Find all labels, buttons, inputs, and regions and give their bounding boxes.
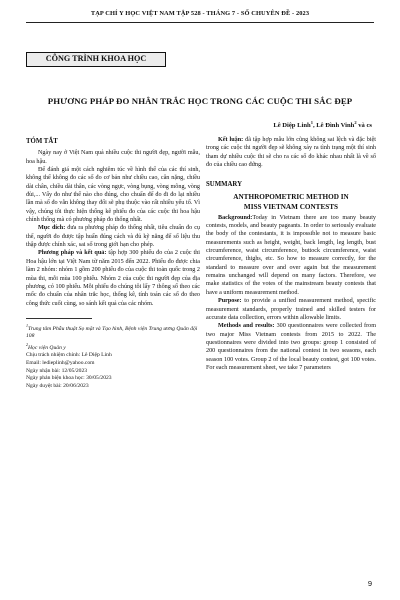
footnote-mark: 2: [26, 341, 28, 347]
summary-purpose: [206, 297, 376, 322]
footnote-text: Học viện Quân y: [28, 344, 66, 351]
footnote-text: Trung tâm Phẫu thuật Sọ mặt và Tạo hình, Bệnh viện Trung ương Quân đội 108: [26, 325, 198, 340]
author-affiliation-mark: 1: [310, 120, 313, 125]
summary-heading: SUMMARY: [206, 181, 243, 189]
abstract-intro: Ngày nay ở Việt Nam quả nhiều cuộc thi người đẹp, người mẫu, hoa hậu.: [26, 150, 200, 165]
background-label: Background:: [218, 214, 253, 221]
footnote-affiliation-1: [26, 322, 200, 341]
journal-header: TẠP CHÍ Y HỌC VIỆT NAM TẬP 528 - THÁNG 7 - SỐ CHUYÊN ĐỀ - 2023: [90, 10, 310, 17]
abstract-heading: TÓM TẮT: [26, 138, 58, 145]
background-text: Today in Vietnam there are too many beauty contests, models, and beauty pageants. In order to seriously evaluate the body of the contestants, it is impossible not to measure basic measurements such as height, weight, back length, leg length, bust circumference, waist circumference, buttock circumference, waist circumference, thighs, etc. So how to measure correctly, for the standard to measure over and over again but the measurement remains unchanged will depend on many factors. Therefore, we make statistics of the votes of the mainstream beauty contests that have a uniform measurement method.: [206, 214, 376, 296]
corresponding-author: Chịu trách nhiệm chính: Lê Diệp Linh: [26, 352, 112, 359]
footnote-affiliation-2: [26, 341, 200, 352]
header-rule: [26, 22, 374, 23]
abstract-conclusion: [206, 136, 376, 169]
purpose-text: to provide a unified measurement method, specific measurement standards, properly trained and skilled testers for accurate data collection, errors within allowable limits.: [206, 298, 376, 321]
abstract-objective: [26, 224, 200, 249]
summary-background: [206, 214, 376, 297]
purpose-label: Purpose:: [218, 298, 242, 305]
left-column: [26, 136, 200, 390]
footnote-rule: [26, 318, 92, 319]
english-title-line-1: ANTHROPOMETRIC METHOD IN: [233, 192, 349, 201]
conclusion-label: Kết luận:: [218, 137, 244, 143]
corresponding-email: Email: ledieplinh@yahoo.com: [26, 359, 95, 366]
summary-methods: [206, 322, 376, 372]
section-label: CÔNG TRÌNH KHOA HỌC: [26, 52, 166, 67]
author-name: Lê Diệp Linh: [273, 122, 311, 130]
conclusion-text: đã tập hợp mẫu lớn cũng không sai lệch và đặc biệt trong các cuộc thi người đẹp sẽ không xảy ra tình trạng một thí sinh tham dự nhiều cuộc thi sẽ cho ra các số đo khác nhau nhất là về số đo của chiều cao đứng.: [206, 137, 376, 169]
author-affiliation-mark: 2: [354, 120, 357, 125]
page-number: 9: [367, 579, 372, 588]
objective-text: đưa ra phương pháp đo thống nhất, tiêu chuẩn đo cụ thể, người đo được tập huấn đúng cách và đủ kỹ năng để số liệu thu thập được chính xác, sai số trong giới hạn cho phép.: [26, 225, 200, 249]
author-line: [273, 120, 372, 129]
abstract-paragraph: Để đánh giá một cách nghiêm túc về hình thể của các thí sinh, không thể không đo các số đo cơ bản như chiều cao, cân nặng, chiều dài chân, chiều dài thân, các vòng ngực, vòng bụng, vòng mông, vòng đùi,... Vấy đo như thế nào cho đúng, cho chuẩn để đo đi đo lại nhiều lần mà số đo vẫn không thay đổi sẽ phụ thuộc vào rất nhiều yếu tố. Vì vậy, chúng tôi thực hiện thống kê phiếu đo của các cuộc thi hoa hậu chính thống mà có phương pháp đo thống nhất.: [26, 167, 200, 224]
methods-label: Phương pháp và kết quả:: [38, 250, 107, 257]
english-title-line-2: MISS VIETNAM CONTESTS: [243, 203, 339, 212]
article-title: PHƯƠNG PHÁP ĐO NHÂN TRẮC HỌC TRONG CÁC CUỘC THI SẮC ĐẸP: [47, 96, 353, 106]
review-date: Ngày phản biện khoa học: 30/05/2023: [26, 375, 112, 382]
footnote-mark: 1: [26, 322, 28, 328]
right-column: [206, 136, 376, 372]
en-methods-text: 300 questionnaires were collected from two major Miss Vietnam contests from 2015 to 2022. The questionnaires were divided into two groups: group 1 consisted of 200 questionnaires from the national contest in two seasons, each season 100 votes. Group 2 of the local beauty contest, got 100 votes. For each measurement sheet, we take 7 parameters: [206, 323, 376, 371]
author-name: Lê Đình Vinh: [316, 122, 355, 130]
methods-text: tập hợp 300 phiếu đo của 2 cuộc thi Hoa hậu lớn tại Việt Nam từ năm 2015 đến 2022. Phiếu đo được chia làm 2 nhóm: nhóm 1 gồm 200 phiếu đo của cuộc thi toàn quốc trong 2 mùa thi, mỗi mùa 100 phiếu. Nhóm 2 của cuộc thi người đẹp của địa phương, có 100 phiếu. Mỗi phiếu đo chúng tôi lấy 7 thông số theo các mốc đo chuẩn của nhân trắc học, thống kê, tính toán các số đo theo công thức cuối cùng, so sánh kết quả của các nhóm.: [26, 250, 200, 307]
en-methods-label: Methods and results:: [218, 323, 275, 330]
objective-label: Mục đích:: [38, 225, 66, 232]
author-separator: ,: [312, 122, 317, 130]
author-suffix: và cs: [356, 122, 372, 130]
received-date: Ngày nhận bài: 12/05/2023: [26, 367, 88, 374]
accepted-date: Ngày duyệt bài: 20/06/2023: [26, 382, 89, 389]
abstract-methods: [26, 249, 200, 307]
